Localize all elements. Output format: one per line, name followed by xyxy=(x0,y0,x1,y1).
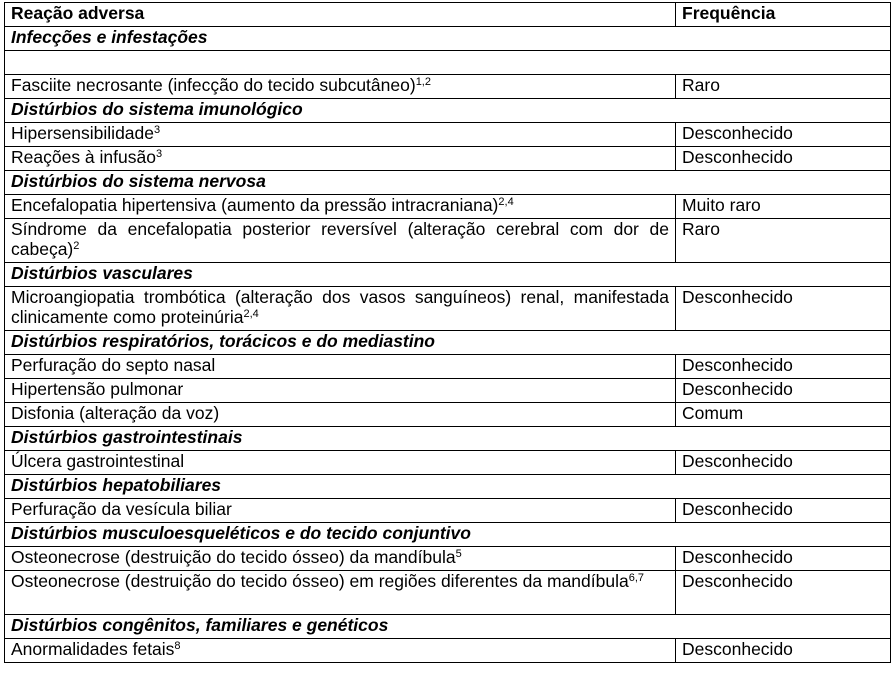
frequency-cell: Desconhecido xyxy=(676,547,891,571)
frequency-cell: Desconhecido xyxy=(676,451,891,475)
footnote-ref: 1,2 xyxy=(415,76,431,88)
reaction-cell xyxy=(5,379,676,403)
table-row xyxy=(5,639,891,663)
footnote-ref: 3 xyxy=(155,148,163,160)
reaction-cell xyxy=(5,287,676,331)
section-heading: Distúrbios vasculares xyxy=(5,263,891,287)
frequency-cell: Raro xyxy=(676,219,891,263)
adverse-reactions-table xyxy=(4,2,891,663)
table-row xyxy=(5,547,891,571)
reaction-text: Encefalopatia hipertensiva (aumento da pressão intracraniana) xyxy=(11,195,499,215)
reaction-cell xyxy=(5,147,676,171)
reaction-cell xyxy=(5,639,676,663)
section-heading: Distúrbios do sistema imunológico xyxy=(5,99,891,123)
reaction-text: Microangiopatia trombótica (alteração dos vasos sanguíneos) renal, manifestada clinicamente como proteinúria xyxy=(11,287,669,327)
table-row xyxy=(5,499,891,523)
frequency-cell: Desconhecido xyxy=(676,287,891,331)
footnote-ref: 6,7 xyxy=(628,572,645,584)
reaction-cell xyxy=(5,547,676,571)
reaction-text: Perfuração do septo nasal xyxy=(11,355,216,375)
section-row xyxy=(5,27,891,51)
footnote-ref: 2,4 xyxy=(243,308,259,320)
reaction-text: Osteonecrose (destruição do tecido ósseo) da mandíbula xyxy=(11,547,456,567)
section-row xyxy=(5,99,891,123)
frequency-cell: Desconhecido xyxy=(676,147,891,171)
empty-row xyxy=(5,51,891,75)
section-heading: Distúrbios do sistema nervosa xyxy=(5,171,891,195)
empty-cell xyxy=(5,51,891,75)
reaction-cell xyxy=(5,355,676,379)
section-heading: Distúrbios musculoesqueléticos e do tecido conjuntivo xyxy=(5,523,891,547)
table-row xyxy=(5,147,891,171)
table-row xyxy=(5,287,891,331)
footnote-ref: 2 xyxy=(73,240,80,252)
table-row xyxy=(5,75,891,99)
reaction-text: Fasciite necrosante (infecção do tecido subcutâneo) xyxy=(11,75,416,95)
frequency-cell: Comum xyxy=(676,403,891,427)
section-heading: Distúrbios congênitos, familiares e genéticos xyxy=(5,615,891,639)
table-row xyxy=(5,451,891,475)
table-row xyxy=(5,571,891,615)
reaction-text: Hipersensibilidade xyxy=(11,123,154,143)
section-row xyxy=(5,523,891,547)
reaction-cell xyxy=(5,451,676,475)
section-heading: Distúrbios hepatobiliares xyxy=(5,475,891,499)
reaction-cell xyxy=(5,571,676,615)
section-row xyxy=(5,331,891,355)
footnote-ref: 8 xyxy=(174,640,181,652)
reaction-text: Anormalidades fetais xyxy=(11,639,175,659)
section-heading: Distúrbios respiratórios, torácicos e do mediastino xyxy=(5,331,891,355)
reaction-text: Osteonecrose (destruição do tecido ósseo) em regiões diferentes da mandíbula xyxy=(11,571,629,591)
table-body xyxy=(5,27,891,663)
footnote-ref: 3 xyxy=(154,124,161,136)
reaction-text: Hipertensão pulmonar xyxy=(11,379,184,399)
frequency-cell: Muito raro xyxy=(676,195,891,219)
reaction-text: Disfonia (alteração da voz) xyxy=(11,403,220,423)
frequency-cell: Desconhecido xyxy=(676,639,891,663)
section-row xyxy=(5,475,891,499)
table-row xyxy=(5,219,891,263)
header-reaction: Reação adversa xyxy=(5,3,676,27)
frequency-cell: Desconhecido xyxy=(676,379,891,403)
section-heading: Distúrbios gastrointestinais xyxy=(5,427,891,451)
reaction-text: Síndrome da encefalopatia posterior reversível (alteração cerebral com dor de cabeça) xyxy=(11,219,669,259)
table-row xyxy=(5,403,891,427)
reaction-cell xyxy=(5,123,676,147)
reaction-cell xyxy=(5,499,676,523)
frequency-cell: Desconhecido xyxy=(676,123,891,147)
frequency-cell: Desconhecido xyxy=(676,355,891,379)
section-row xyxy=(5,171,891,195)
frequency-cell: Desconhecido xyxy=(676,499,891,523)
section-heading: Infecções e infestações xyxy=(5,27,891,51)
table-row xyxy=(5,123,891,147)
section-row xyxy=(5,427,891,451)
header-row xyxy=(5,3,891,27)
frequency-cell: Raro xyxy=(676,75,891,99)
reaction-text: Úlcera gastrointestinal xyxy=(11,451,185,471)
reaction-cell xyxy=(5,75,676,99)
reaction-cell xyxy=(5,403,676,427)
reaction-cell xyxy=(5,219,676,263)
footnote-ref: 5 xyxy=(455,548,462,560)
table-row xyxy=(5,379,891,403)
section-row xyxy=(5,615,891,639)
footnote-ref: 2,4 xyxy=(498,196,514,208)
reaction-text: Reações à infusão xyxy=(11,147,156,167)
reaction-text: Perfuração da vesícula biliar xyxy=(11,499,232,519)
table-row xyxy=(5,195,891,219)
header-frequency: Frequência xyxy=(676,3,891,27)
table-row xyxy=(5,355,891,379)
section-row xyxy=(5,263,891,287)
frequency-cell: Desconhecido xyxy=(676,571,891,615)
reaction-cell xyxy=(5,195,676,219)
